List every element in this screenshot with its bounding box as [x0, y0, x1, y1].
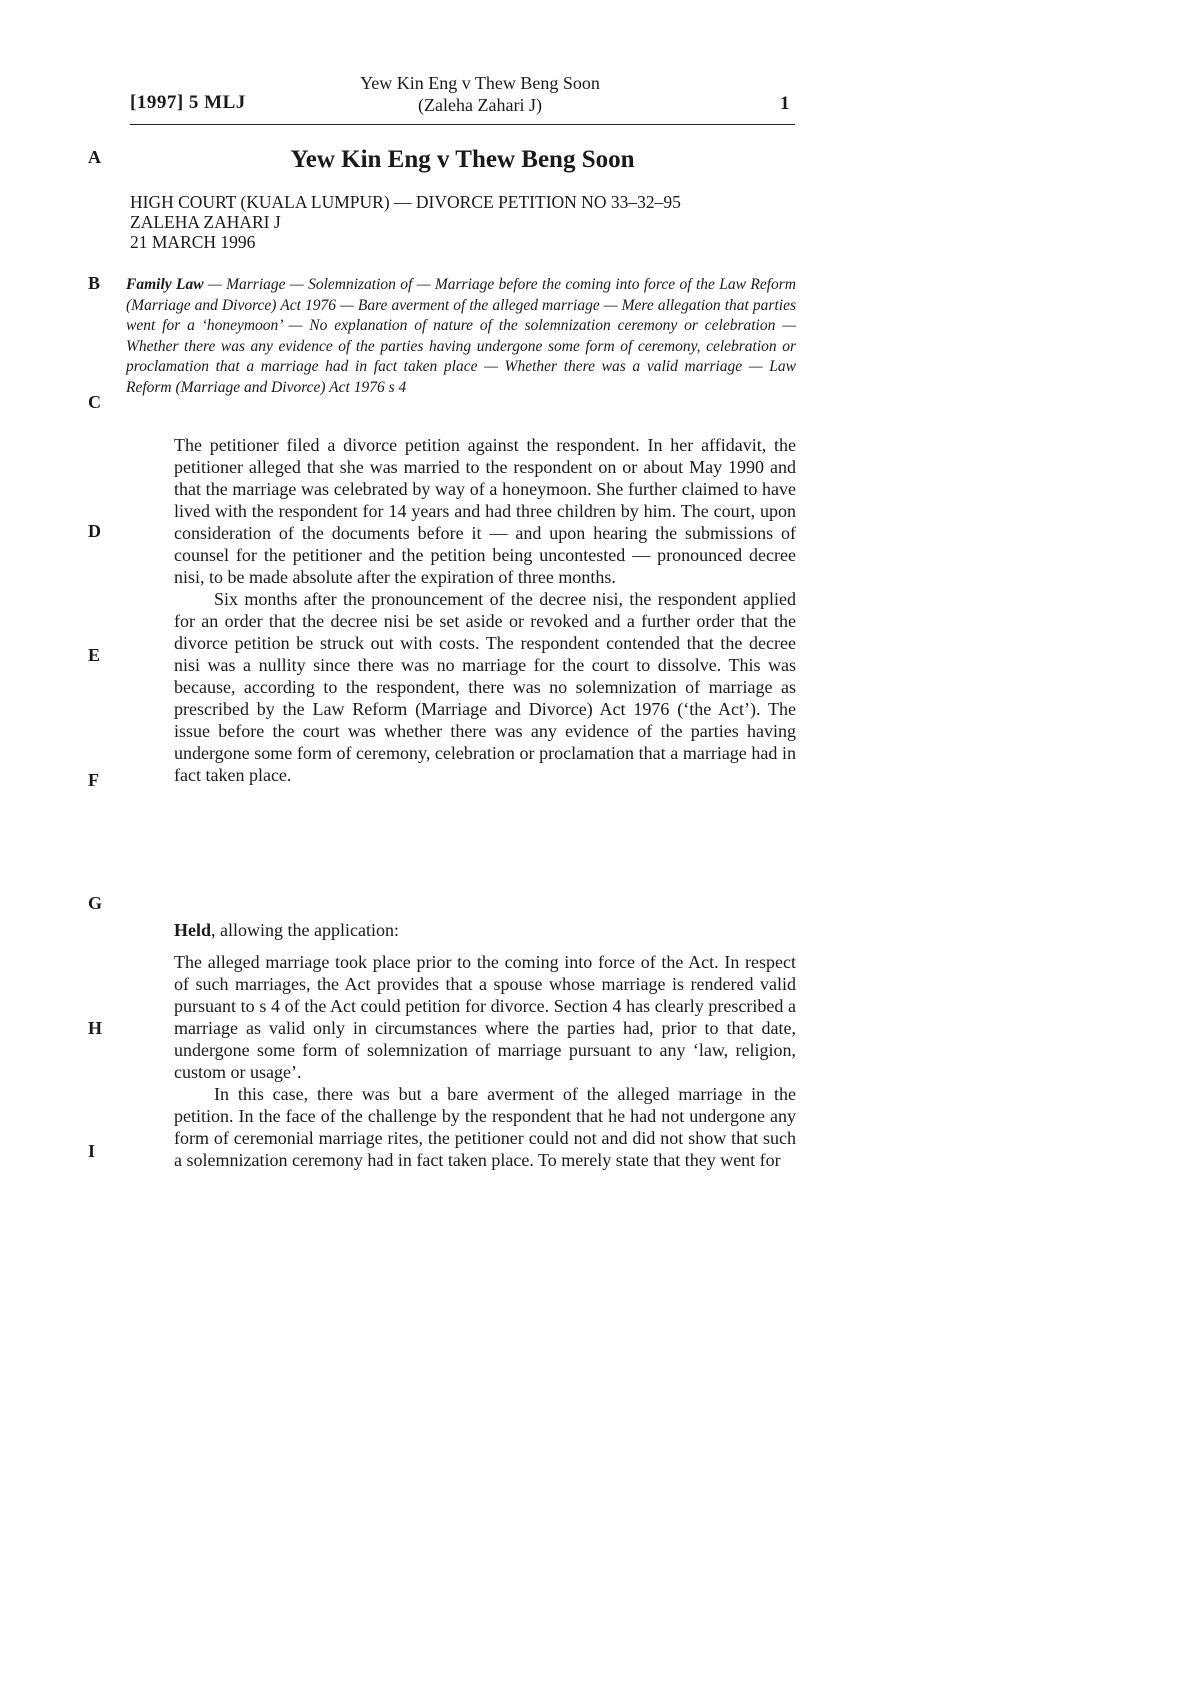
- catchwords-text: — Marriage — Solemnization of — Marriage before the coming into force of the Law Reform (Marriage and Divorce) Act 1976 — Bare averment of the alleged marriage — Mere allegation that parties went for a ‘honeymoon’ — No explanation of nature of the solemnization ceremony or celebration — Whether there was any evidence of the parties having undergone some form of ceremony, celebration or proclamation that a marriage had in fact taken place — Whether there was a valid marriage — Law Reform (Marriage and Divorce) Act 1976 s 4: [126, 276, 796, 396]
- holdings-section: [174, 951, 796, 1171]
- held-label: Held: [174, 920, 212, 940]
- header-rule: [130, 124, 795, 125]
- judge-line: ZALEHA ZAHARI J: [130, 212, 281, 232]
- catchwords: [126, 275, 796, 399]
- margin-letter-d: D: [88, 521, 101, 541]
- holding-paragraph-2: In this case, there was but a bare averment of the alleged marriage in the petition. In the face of the challenge by the respondent that he had not undergone any form of ceremonial marriage rites, the petitioner could not and did not show that such a solemnization ceremony had in fact taken place. To merely state that they went for: [174, 1084, 796, 1170]
- facts-paragraph-1: The petitioner filed a divorce petition against the respondent. In her affidavit, the petitioner alleged that she was married to the respondent on or about May 1990 and that the marriage was celebrated by way of a honeymoon. She further claimed to have lived with the respondent for 14 years and had three children by him. The court, upon consideration of the documents before it — and upon hearing the submissions of counsel for the petitioner and the petition being uncontested — pronounced decree nisi, to be made absolute after the expiration of three months.: [174, 435, 796, 587]
- facts-section: [174, 434, 796, 786]
- margin-letter-e: E: [88, 645, 101, 665]
- margin-letter-i: I: [88, 1141, 96, 1161]
- facts-paragraph-2: Six months after the pronouncement of the decree nisi, the respondent applied for an order that the decree nisi be set aside or revoked and a further order that the divorce petition be struck out with costs. The respondent contended that the decree nisi was a nullity since there was no marriage for the court to dissolve. This was because, according to the respondent, there was no solemnization of marriage as prescribed by the Law Reform (Marriage and Divorce) Act 1976 (‘the Act’). The issue before the court was whether there was any evidence of the parties having undergone some form of ceremony, celebration or proclamation that a marriage had in fact taken place.: [174, 589, 796, 785]
- held-text: , allowing the application:: [211, 920, 399, 940]
- running-title-parties: Yew Kin Eng v Thew Beng Soon: [360, 73, 600, 93]
- running-title-judge: (Zaleha Zahari J): [418, 95, 542, 115]
- case-title: Yew Kin Eng v Thew Beng Soon: [290, 146, 635, 173]
- page-number: 1: [780, 93, 790, 114]
- margin-letter-c: C: [88, 392, 101, 412]
- catchwords-subject: Family Law: [126, 276, 204, 293]
- margin-letter-g: G: [88, 893, 103, 913]
- date-line: 21 MARCH 1996: [130, 232, 256, 252]
- holding-paragraph-1: The alleged marriage took place prior to the coming into force of the Act. In respect of such marriages, the Act provides that a spouse whose marriage is rendered valid pursuant to s 4 of the Act could petition for divorce. Section 4 has clearly prescribed a marriage as valid only in circumstances where the parties had, prior to that date, undergone some form of solemnization of marriage pursuant to any ‘law, religion, custom or usage’.: [174, 952, 796, 1082]
- margin-letter-b: B: [88, 273, 101, 293]
- margin-letter-h: H: [88, 1018, 103, 1038]
- court-line: HIGH COURT (KUALA LUMPUR) — DIVORCE PETITION NO 33–32–95: [130, 192, 681, 212]
- held-heading: [174, 920, 399, 941]
- citation: [1997] 5 MLJ: [130, 92, 246, 113]
- running-title: [330, 72, 630, 116]
- margin-letter-f: F: [88, 770, 99, 790]
- court-details: [130, 192, 830, 252]
- margin-letter-a: A: [88, 147, 101, 167]
